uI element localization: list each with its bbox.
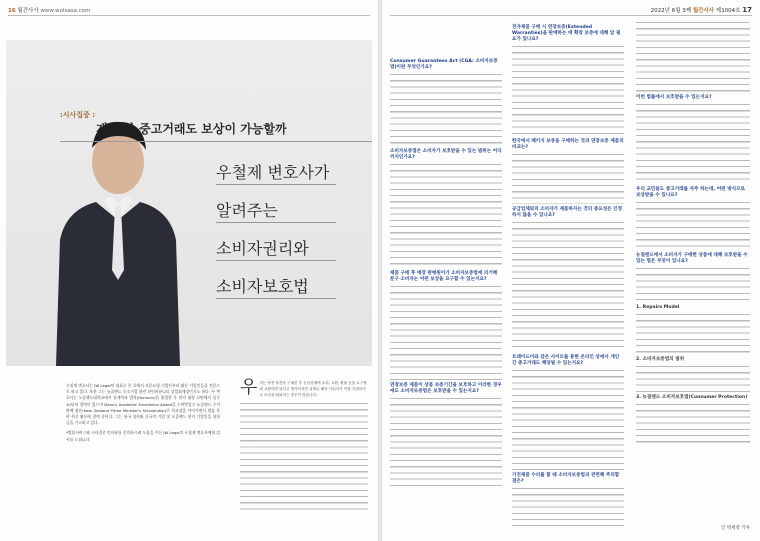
side-title-rule-2 xyxy=(216,222,336,223)
subhead: 1. Repairs Model xyxy=(636,305,680,310)
body-text-block xyxy=(512,222,624,352)
body-text-block xyxy=(636,22,750,92)
left-page-header xyxy=(8,6,91,14)
side-title-line-1: 우철제 변호사가 xyxy=(216,163,330,182)
side-title-rule-3 xyxy=(216,260,336,261)
left-main-column xyxy=(240,377,368,511)
right-magazine-name: 월간사사 xyxy=(692,8,715,14)
body-text-block xyxy=(636,202,750,250)
left-magazine-url: www.wolsasa.com xyxy=(40,8,91,14)
body-text-block xyxy=(512,46,624,136)
body-text-block xyxy=(512,154,624,204)
right-page-number: 17 xyxy=(742,6,752,14)
body-text-block xyxy=(240,403,368,511)
body-text-block xyxy=(636,366,750,392)
right-column-3 xyxy=(636,22,750,444)
body-text-block xyxy=(636,404,750,444)
body-text-block xyxy=(512,370,624,470)
question-heading: 가전제품 수리를 할 때 소비자보증법과 관련해 주의할 점은? xyxy=(512,473,620,484)
headline-rule xyxy=(60,141,372,142)
right-page-header xyxy=(651,6,752,14)
body-text-block xyxy=(390,164,502,268)
main-intro-text: 리는 중종 물건을 구매한 후 공급업체에 수리, 교환, 환불 등을 요구할 때 교환하면 된다고 생각하지만 실제로 해당 사업자가 이를 거절하거나 보상을 회피하는 경우가 많습니다. xyxy=(259,381,367,398)
right-issue-number: 제1004호 xyxy=(715,8,741,14)
body-text-block xyxy=(390,286,502,380)
dropcap: 우 xyxy=(240,377,258,398)
left-page xyxy=(0,0,378,541)
lawyer-photo xyxy=(6,40,372,366)
side-title-line-2: 알려주는 xyxy=(216,201,278,220)
question-heading: 한국에서 패키지 보증을 구매하는 것과 연장보증 제품의 비교는? xyxy=(512,139,624,150)
subhead: 2. 소비자보증법의 범위 xyxy=(636,357,685,362)
question-heading: 제품 구매 후 매장 판매원이가 소비자보증법에 의거해 문구 소비자는 어떤 보상을 요구할 수 있는지요? xyxy=(390,271,498,282)
side-title-rule-4 xyxy=(216,298,336,299)
question-heading: 전자제품 구매 시 연장보증(Extended Warranties)을 판매하는 데 확장 보증에 대해 알 필요가 있나요? xyxy=(512,25,621,42)
body-text-block xyxy=(390,74,502,146)
right-header-rule xyxy=(390,15,752,16)
question-heading: 우리 교민들도 중고거래를 자주 하는데, 어떤 방식으로 보상받을 수 있나요? xyxy=(636,187,745,198)
question-heading: 소비자보증법은 소비자가 보호받을 수 있는 범위는 어디까지인가요? xyxy=(390,149,502,160)
question-heading: 공급업체와의 소비자가 제품하자는 것의 중요성은 인정하지 않을 수 있나요? xyxy=(512,207,623,218)
question-heading: 연장보증 제품이 상품 보증기간을 보호하고 이러한 경우에도 소비자보증법은 보호받을 수 있는지요? xyxy=(390,383,502,394)
kicker-label: :시사집중 : xyxy=(60,111,96,119)
side-title-rule-1 xyxy=(216,184,336,185)
side-title-line-3: 소비자권리와 xyxy=(216,239,309,258)
right-column-2 xyxy=(512,22,624,526)
article-headline: 개인 간 중고거래도 보상이 가능할까 xyxy=(96,122,287,136)
right-page xyxy=(382,0,760,541)
lawyer-portrait-image xyxy=(46,100,186,366)
question-heading: 뉴질랜드에서 소비자가 구매한 상품에 대해 보호받을 수 있는 법은 무엇이 있나요? xyxy=(636,253,748,264)
question-heading: Consumer Guarantees Act (CGA: 소비자보증법)이란 무엇인가요? xyxy=(390,59,498,70)
question-heading: 이번 법률에서 보호받을 수 있는지요? xyxy=(636,95,712,100)
article-byline: 글 박세영 기자 xyxy=(721,526,750,531)
right-column-1 xyxy=(390,56,502,486)
left-page-number: 16 xyxy=(8,8,16,14)
body-text-block xyxy=(390,398,502,486)
side-title-line-4: 소비자보호법 xyxy=(216,277,309,296)
bio-contact-note: *법률서비스와 시사집중 인터뷰를 문의하시려 도움을 주신 JW Legal의 우철제 변호사에게 감사를 드립니다. xyxy=(66,430,220,442)
question-heading: 트레이드미와 같은 사이트를 통한 온라인 상에서 개인 간 중고거래도 해당될 수 있는지요? xyxy=(512,355,620,366)
bio-paragraph: 우철제 변호사는 JW Legal의 대표로 본 호에서 자문요청 기업인부터 활동 기업인들을 전문으로 하고 있다. 또한 그는 뉴질랜드 중소기업 관련 한인커뮤니티 상업회계장이기도 하다. 두 변호사는 오클랜드대학교에서 통계학과 법학(Honours)을 졸업한 후 현지 대형 로펌에서 실무 10년의 경력이 있으며 Dean's Academic Excellence Award을 수여받았고 뉴질랜드 수석 판례 평론(New Zealand Prime Minister's Scholarship)로 학교장을 이어가면서 법률 분야 혁신 활동에 참여 중이다. 그는 한국 상사와 다국적 기업 및 오클랜드 현지 기업인을 위한 글을 기고하고 있다. xyxy=(66,383,220,426)
lawyer-bio xyxy=(66,383,220,447)
body-text-block xyxy=(636,268,750,302)
right-issue-date: 2022년 6월 3째 xyxy=(650,8,692,14)
body-text-block xyxy=(636,104,750,184)
left-magazine-name: 월간사사 xyxy=(17,8,39,14)
subhead: 3. 뉴질랜드 소비자보호법(Consumer Protection) xyxy=(636,395,748,400)
body-text-block xyxy=(636,314,750,354)
body-text-block xyxy=(512,488,624,526)
left-header-rule xyxy=(8,15,370,16)
